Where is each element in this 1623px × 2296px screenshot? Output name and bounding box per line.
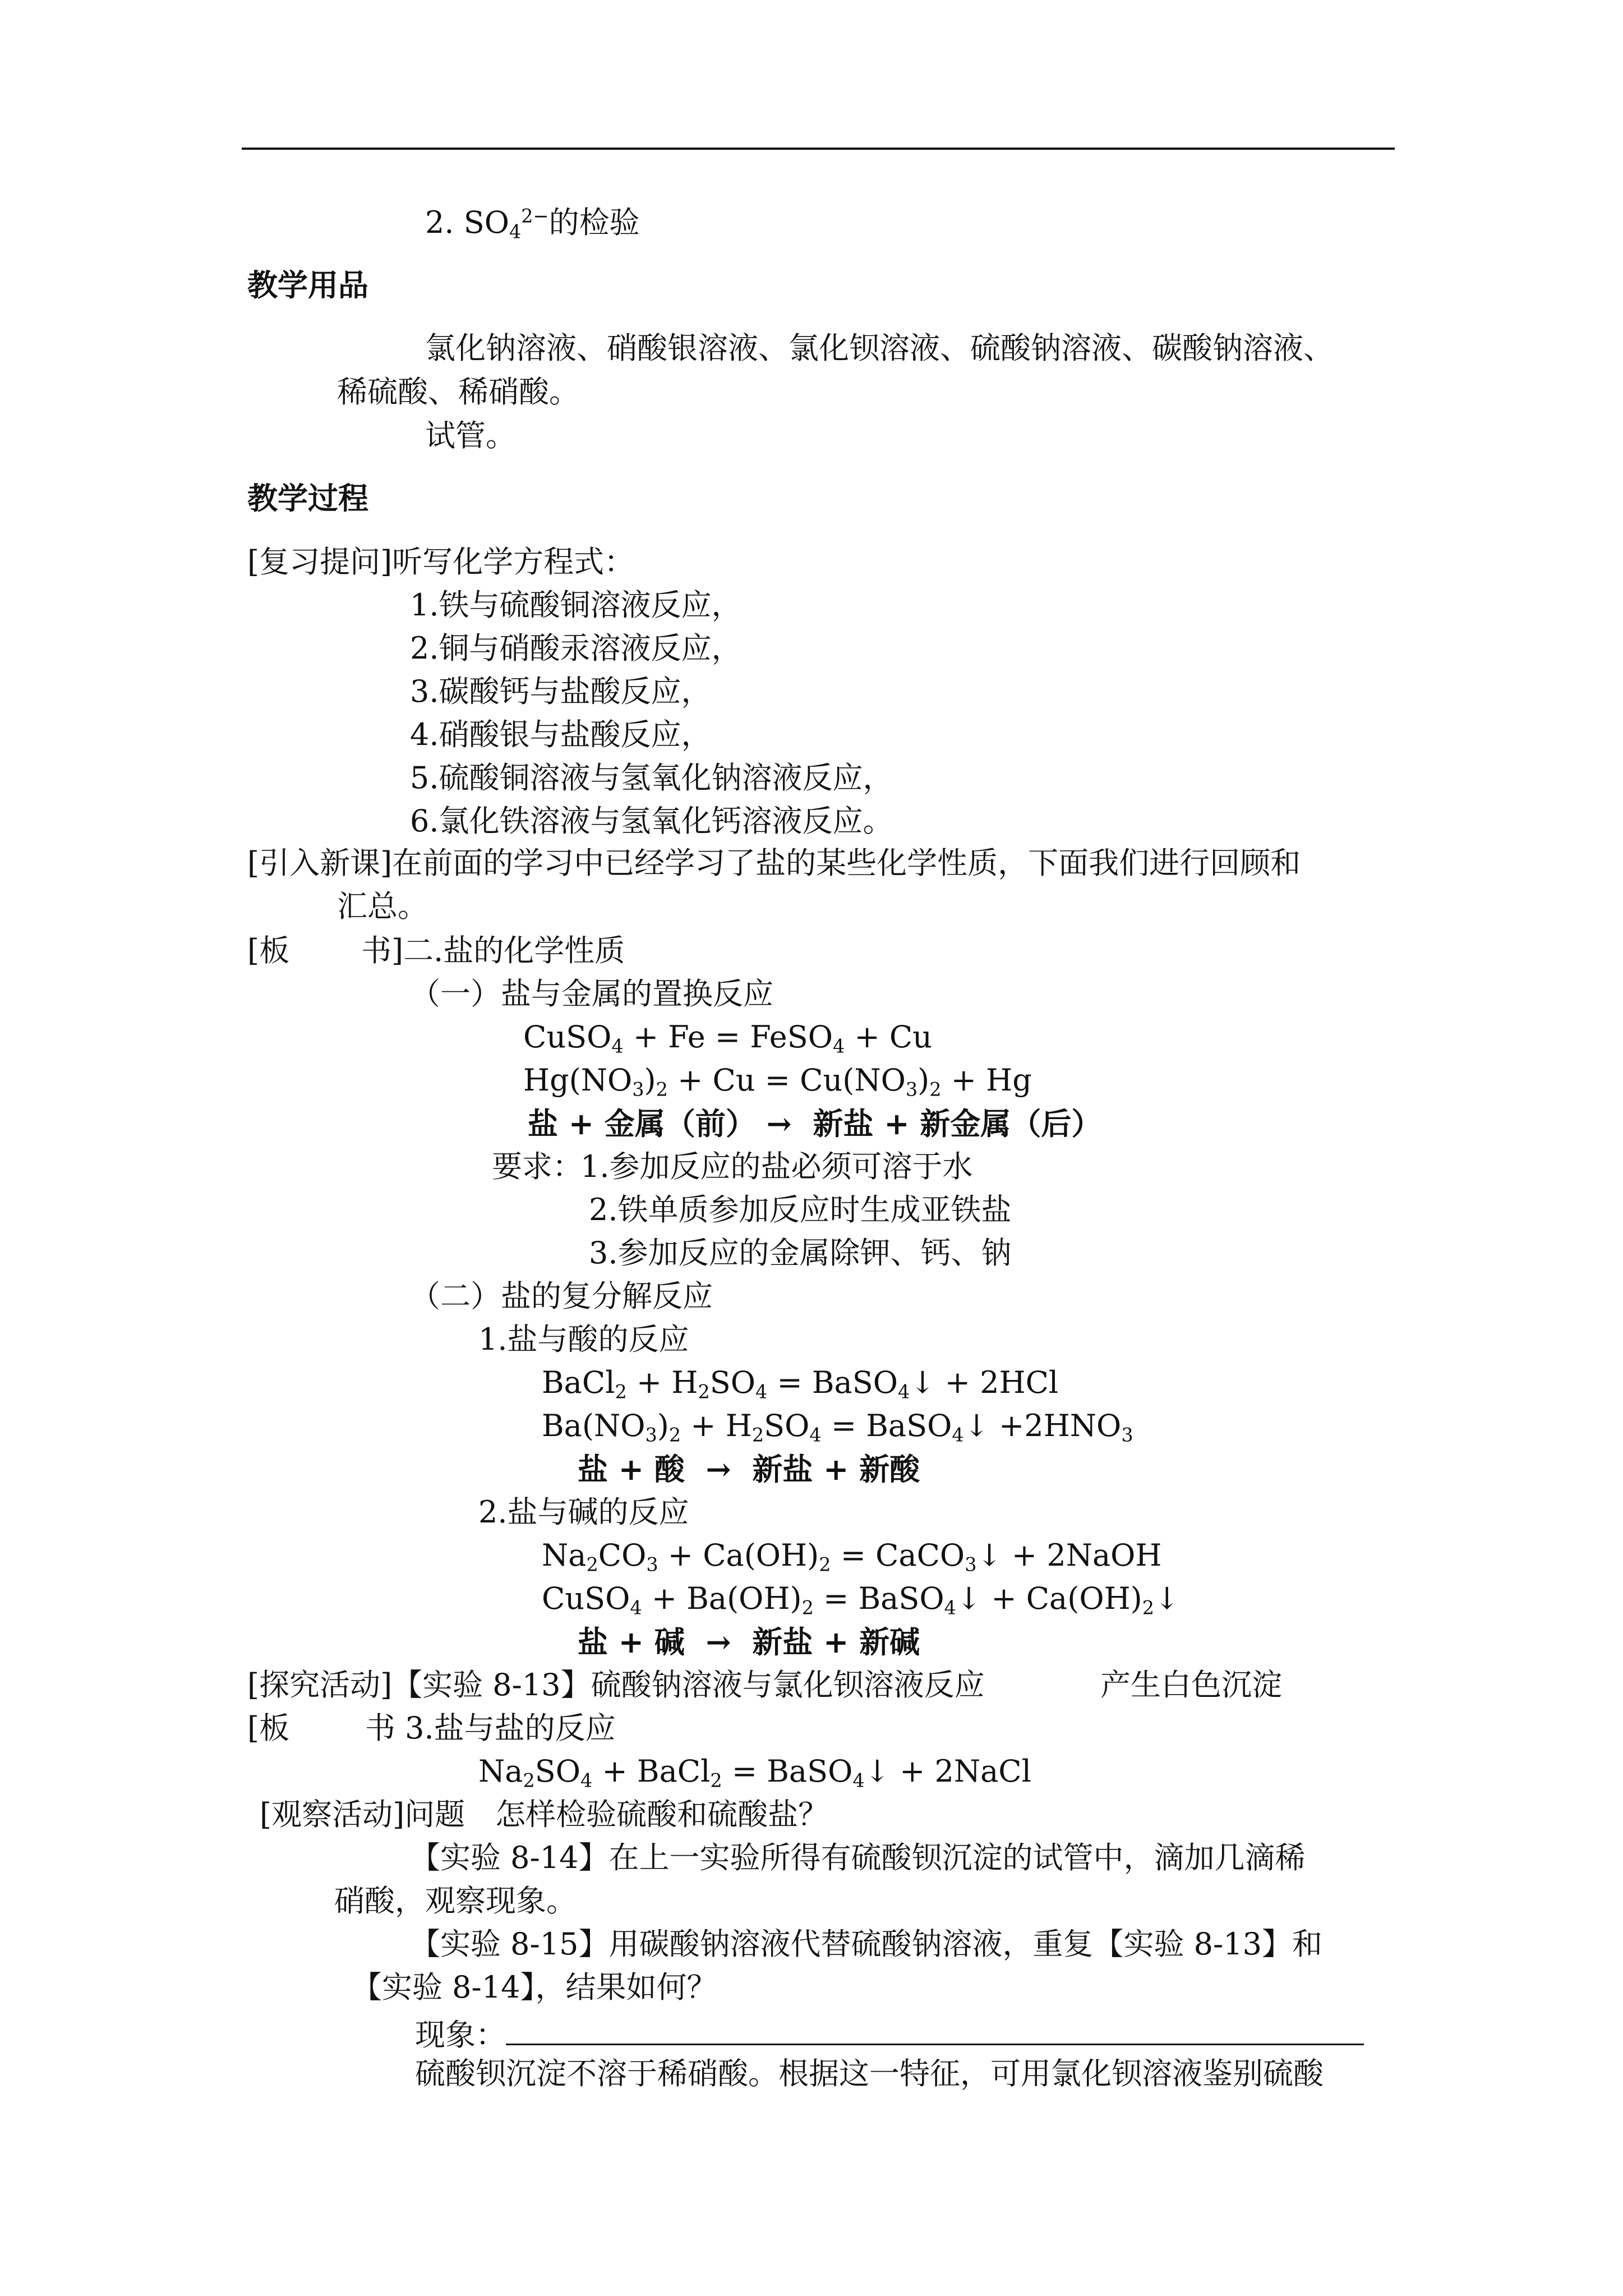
review-item: 4.硝酸银与盐酸反应， — [410, 717, 712, 752]
item-number: 2. — [425, 205, 454, 240]
sub-subsection-title: 1.盐与酸的反应 — [478, 1322, 689, 1357]
requirement-item: 2.铁单质参加反应时生成亚铁盐 — [589, 1192, 1012, 1227]
phenomenon-line — [415, 2016, 1364, 2053]
supplies-line: 稀硫酸、稀硝酸。 — [337, 374, 579, 409]
review-item: 5.硫酸铜溶液与氢氧化钠溶液反应， — [410, 760, 893, 795]
review-item: 3.碳酸钙与盐酸反应， — [410, 674, 712, 709]
review-text: 听写化学方程式： — [392, 544, 635, 579]
equation: BaCl$_2$ + $H_2SO_4$ = BaSO$_4$↓ + 2HCl — [542, 1365, 1059, 1403]
header-rule — [242, 148, 1395, 150]
supplies-line: 试管。 — [425, 418, 516, 453]
equation: $Na_2SO_4$ + BaCl$_2$ = BaSO$_4$↓ + 2NaCl — [478, 1754, 1031, 1792]
equation: CuSO$_4$ + Fe = FeSO$_4$ + Cu — [523, 1019, 932, 1057]
formula-text: SO — [463, 205, 509, 240]
subsection-title: （一）盐与金属的置换反应 — [410, 976, 773, 1011]
requirement-label: 要求： — [492, 1149, 583, 1184]
experiment-text: 【实验 8-14】在上一实验所得有硫酸钡沉淀的试管中，滴加几滴稀 — [410, 1840, 1306, 1875]
equation: CuSO$_4$ + $Ba(OH)_2$ = BaSO$_4$↓ + $Ca(OH)_2↓$ — [542, 1581, 1180, 1619]
arrow-icon: → — [766, 1106, 792, 1142]
section-heading-supplies: 教学用品 — [247, 268, 368, 303]
board-line: 书 3.盐与盐的反应 — [365, 1710, 616, 1746]
sub-subsection-title: 2.盐与碱的反应 — [478, 1494, 689, 1530]
bracket-tag: 书] — [361, 933, 404, 968]
bracket-tag: [引入新课] — [247, 845, 393, 881]
objective-item — [425, 205, 640, 243]
review-item: 6.氯化铁溶液与氢氧化钙溶液反应。 — [410, 803, 893, 839]
equation: $Hg(NO_3)_2 + Cu = Cu(NO_3)_2 + Hg$ — [523, 1062, 1032, 1101]
phenomenon-label: 现象： — [415, 2017, 506, 2053]
board-text: 二.盐的化学性质 — [403, 933, 625, 968]
intro-line-cont: 汇总。 — [337, 889, 428, 924]
subsection-title: （二）盐的复分解反应 — [410, 1278, 713, 1314]
arrow-icon: → — [706, 1451, 731, 1487]
explore-text: 【实验 8-13】硫酸钠溶液与氯化钡溶液反应 — [392, 1667, 985, 1703]
subscript: 4 — [509, 220, 522, 243]
review-item: 2.铜与硝酸汞溶液反应， — [410, 631, 742, 666]
arrow-icon: → — [706, 1624, 731, 1660]
supplies-line: 氯化钠溶液、硝酸银溶液、氯化钡溶液、硫酸钠溶液、碳酸钠溶液、 — [425, 330, 1334, 366]
explore-line — [247, 1667, 985, 1703]
section-heading-process: 教学过程 — [247, 481, 368, 516]
bracket-tag: [探究活动] — [247, 1667, 393, 1703]
review-line — [247, 544, 635, 579]
observe-text: 问题 怎样检验硫酸和硫酸盐？ — [404, 1797, 829, 1832]
board-tag-open: [板 — [247, 933, 290, 968]
board-tag-open: [板 — [247, 1710, 290, 1746]
explore-result: 产生白色沉淀 — [1100, 1667, 1282, 1703]
intro-line — [247, 845, 1301, 881]
reaction-rule: 盐 + 酸 → 新盐 + 新酸 — [578, 1451, 920, 1487]
requirement-item: 1.参加反应的盐必须可溶于水 — [580, 1149, 973, 1184]
item-text: 的检验 — [548, 205, 640, 240]
reaction-rule: 盐 + 碱 → 新盐 + 新碱 — [578, 1624, 920, 1660]
bracket-tag: [观察活动] — [260, 1797, 405, 1832]
equation: $Ba(NO_3)_2 + H_2SO_4$ = BaSO$_4$↓ $+2HNO_3$ — [542, 1408, 1133, 1446]
bracket-tag: [复习提问] — [247, 544, 393, 579]
equation: $Na_2CO_3 + Ca(OH)_2$ = CaCO$_3$↓ + 2NaOH — [542, 1538, 1162, 1576]
superscript: 2− — [521, 205, 549, 227]
experiment-text: 硝酸，观察现象。 — [334, 1883, 577, 1918]
observe-line — [260, 1797, 829, 1832]
experiment-text: 【实验 8-15】用碳酸钠溶液代替硫酸钠溶液，重复【实验 8-13】和 — [410, 1926, 1322, 1962]
answer-blank[interactable] — [506, 2016, 1364, 2045]
board-line — [361, 933, 625, 968]
intro-text: 在前面的学习中已经学习了盐的某些化学性质，下面我们进行回顾和 — [392, 845, 1301, 881]
conclusion-text: 硫酸钡沉淀不溶于稀硝酸。根据这一特征，可用氯化钡溶液鉴别硫酸 — [415, 2056, 1324, 2091]
reaction-rule: 盐 + 金属（前） → 新盐 + 新金属（后） — [528, 1106, 1102, 1142]
requirement-item: 3.参加反应的金属除钾、钙、钠 — [589, 1235, 1012, 1271]
experiment-text: 【实验 8-14】，结果如何？ — [352, 1970, 717, 2005]
review-item: 1.铁与硫酸铜溶液反应， — [410, 587, 742, 623]
